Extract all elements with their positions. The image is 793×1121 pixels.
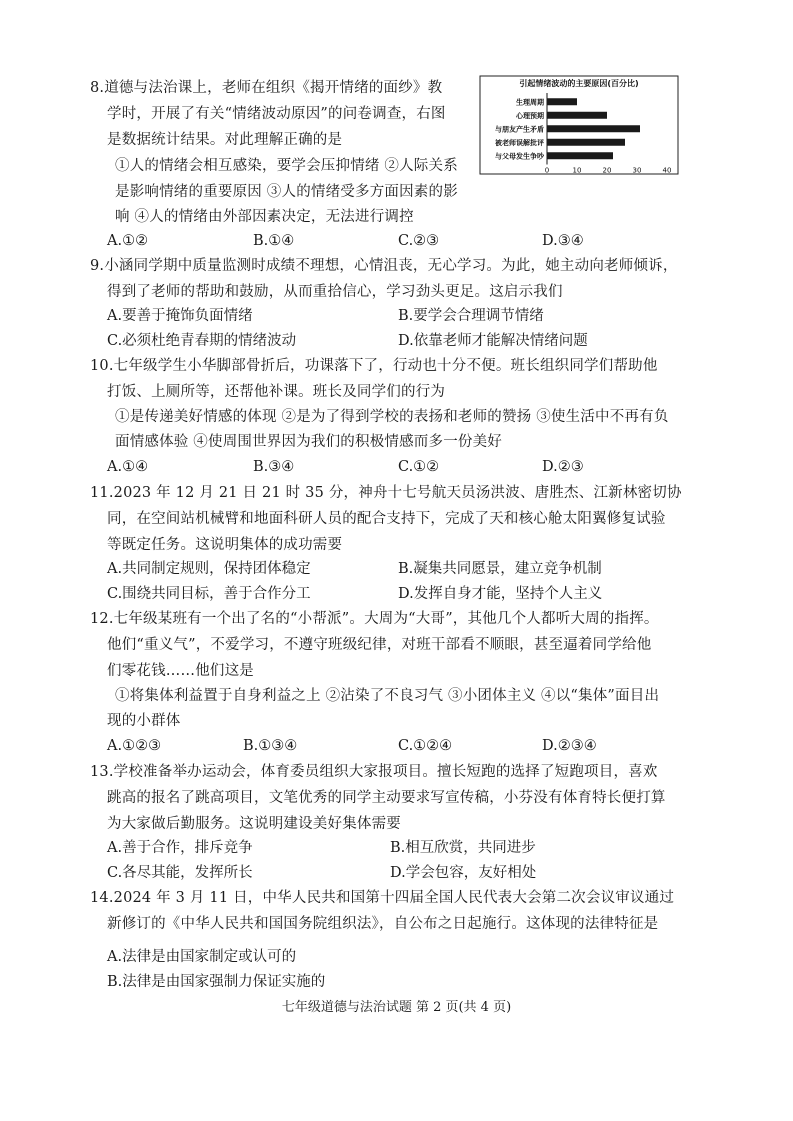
- chart-x-tick-label: 0: [544, 166, 550, 175]
- q8-option-b: B.①④: [253, 233, 295, 249]
- q12-option-a: A.①②③: [107, 738, 162, 754]
- q13-option-d: D.学会包容，友好相处: [390, 865, 537, 881]
- q8-option-d: D.③④: [542, 233, 584, 249]
- q13-line-3: 为大家做后勤服务。这说明建设美好集体需要: [107, 816, 401, 832]
- q14-option-a: A.法律是由国家制定或认可的: [107, 949, 297, 965]
- q14-option-b: B.法律是由国家强制力保证实施的: [107, 974, 326, 990]
- chart-category-label: 生理周期: [516, 98, 544, 107]
- q12-option-d: D.②③④: [542, 738, 597, 754]
- q8-line-3: 是数据统计结果。对此理解正确的是: [107, 132, 343, 148]
- q8-line-6: 响 ④人的情绪由外部因素决定，无法进行调控: [115, 209, 414, 225]
- q8-line-2: 学时，开展了有关“情绪波动原因”的问卷调查，右图: [107, 106, 446, 122]
- q9-line-2: 得到了老师的帮助和鼓励，从而重拾信心，学习劲头更足。这启示我们: [107, 284, 563, 300]
- q13-option-b: B.相互欣赏，共同进步: [390, 840, 536, 856]
- q13-line-2: 跳高的报名了跳高项目，文笔优秀的同学主动要求写宣传稿，小芬没有体育特长便打算: [107, 790, 666, 806]
- q9-option-c: C.必须杜绝青春期的情绪波动: [107, 333, 297, 349]
- chart-x-tick-label: 20: [602, 166, 612, 175]
- chart-bar: [547, 152, 613, 159]
- q9-option-b: B.要学会合理调节情绪: [398, 308, 544, 324]
- q10-line-1: 10.七年级学生小华脚部骨折后，功课落下了，行动也十分不便。班长组织同学们帮助他: [90, 358, 658, 374]
- q10-option-a: A.①④: [107, 459, 149, 475]
- q12-line-4: ①将集体利益置于自身利益之上 ②沾染了不良习气 ③小团体主义 ④以“集体”面目出: [115, 688, 660, 704]
- q12-line-5: 现的小群体: [107, 713, 181, 729]
- q9-line-1: 9.小涵同学期中质量监测时成绩不理想，心情沮丧，无心学习。为此，她主动向老师倾诉，: [90, 258, 678, 274]
- chart-x-tick-label: 40: [662, 166, 672, 175]
- q11-option-a: A.共同制定规则，保持团体稳定: [107, 561, 311, 577]
- q12-line-3: 们零花钱……他们这是: [107, 663, 254, 679]
- q14-line-1: 14.2024 年 3 月 11 日，中华人民共和国第十四届全国人民代表大会第二次会议审议通过: [90, 890, 675, 906]
- q13-option-a: A.善于合作，排斥竞争: [107, 840, 253, 856]
- q13-line-1: 13.学校准备举办运动会，体育委员组织大家报项目。擅长短跑的选择了短跑项目，喜欢: [90, 764, 658, 780]
- q11-line-3: 等既定任务。这说明集体的成功需要: [107, 537, 343, 553]
- chart-title: 引起情绪波动的主要原因(百分比): [519, 79, 639, 88]
- q10-line-4: 面情感体验 ④使周围世界因为我们的积极情感而多一份美好: [115, 434, 503, 450]
- q9-option-a: A.要善于掩饰负面情绪: [107, 308, 253, 324]
- chart-x-tick-label: 10: [572, 166, 582, 175]
- q10-option-d: D.②③: [542, 459, 584, 475]
- q8-option-a: A.①②: [107, 233, 149, 249]
- q10-line-3: ①是传递美好情感的体现 ②是为了得到学校的表扬和老师的赞扬 ③使生活中不再有负: [115, 409, 669, 425]
- chart-x-tick-label: 30: [632, 166, 642, 175]
- q11-option-c: C.围绕共同目标，善于合作分工: [107, 586, 311, 602]
- q8-line-1: 8.道德与法治课上，老师在组织《揭开情绪的面纱》教: [90, 80, 443, 96]
- q12-option-b: B.①③④: [243, 738, 298, 754]
- q10-option-b: B.③④: [253, 459, 295, 475]
- q14-line-2: 新修订的《中华人民共和国国务院组织法》，自公布之日起施行。这体现的法律特征是: [107, 916, 659, 932]
- q10-option-c: C.①②: [398, 459, 440, 475]
- q12-line-1: 12.七年级某班有一个出了名的“小帮派”。大周为“大哥”，其他几个人都听大周的指挥。: [90, 611, 659, 627]
- chart-category-label: 心理预期: [516, 111, 544, 120]
- chart-category-label: 被老师误解批评: [495, 138, 544, 147]
- q9-option-d: D.依靠老师才能解决情绪问题: [398, 333, 588, 349]
- chart-svg: [479, 75, 679, 175]
- q8-line-5: 是影响情绪的重要原因 ③人的情绪受多方面因素的影: [115, 184, 458, 200]
- chart-bar: [547, 98, 577, 105]
- q11-option-b: B.凝集共同愿景，建立竞争机制: [398, 561, 602, 577]
- q12-option-c: C.①②④: [398, 738, 453, 754]
- q11-line-1: 11.2023 年 12 月 21 日 21 时 35 分，神舟十七号航天员汤洪波、唐胜杰、江新林密切协: [90, 485, 682, 501]
- q12-line-2: 他们“重义气”，不爱学习，不遵守班级纪律，对班干部看不顺眼，甚至逼着同学给他: [107, 637, 652, 653]
- q8-line-4: ①人的情绪会相互感染，要学会压抑情绪 ②人际关系: [115, 158, 458, 174]
- emotion-cause-chart: [479, 75, 679, 175]
- chart-bar: [547, 125, 640, 132]
- chart-bar: [547, 112, 607, 119]
- q11-option-d: D.发挥自身才能，坚持个人主义: [398, 586, 603, 602]
- q13-option-c: C.各尽其能，发挥所长: [107, 865, 253, 881]
- q8-option-c: C.②③: [398, 233, 440, 249]
- q10-line-2: 打饭、上厕所等，还帮他补课。班长及同学们的行为: [107, 384, 446, 400]
- chart-bar: [547, 139, 625, 146]
- chart-category-label: 与父母发生争吵: [495, 152, 544, 161]
- page-footer: 七年级道德与法治试题 第 2 页(共 4 页): [281, 1000, 512, 1015]
- chart-category-label: 与朋友产生矛盾: [495, 125, 544, 134]
- q11-line-2: 同，在空间站机械臂和地面科研人员的配合支持下，完成了天和核心舱太阳翼修复试验: [107, 511, 666, 527]
